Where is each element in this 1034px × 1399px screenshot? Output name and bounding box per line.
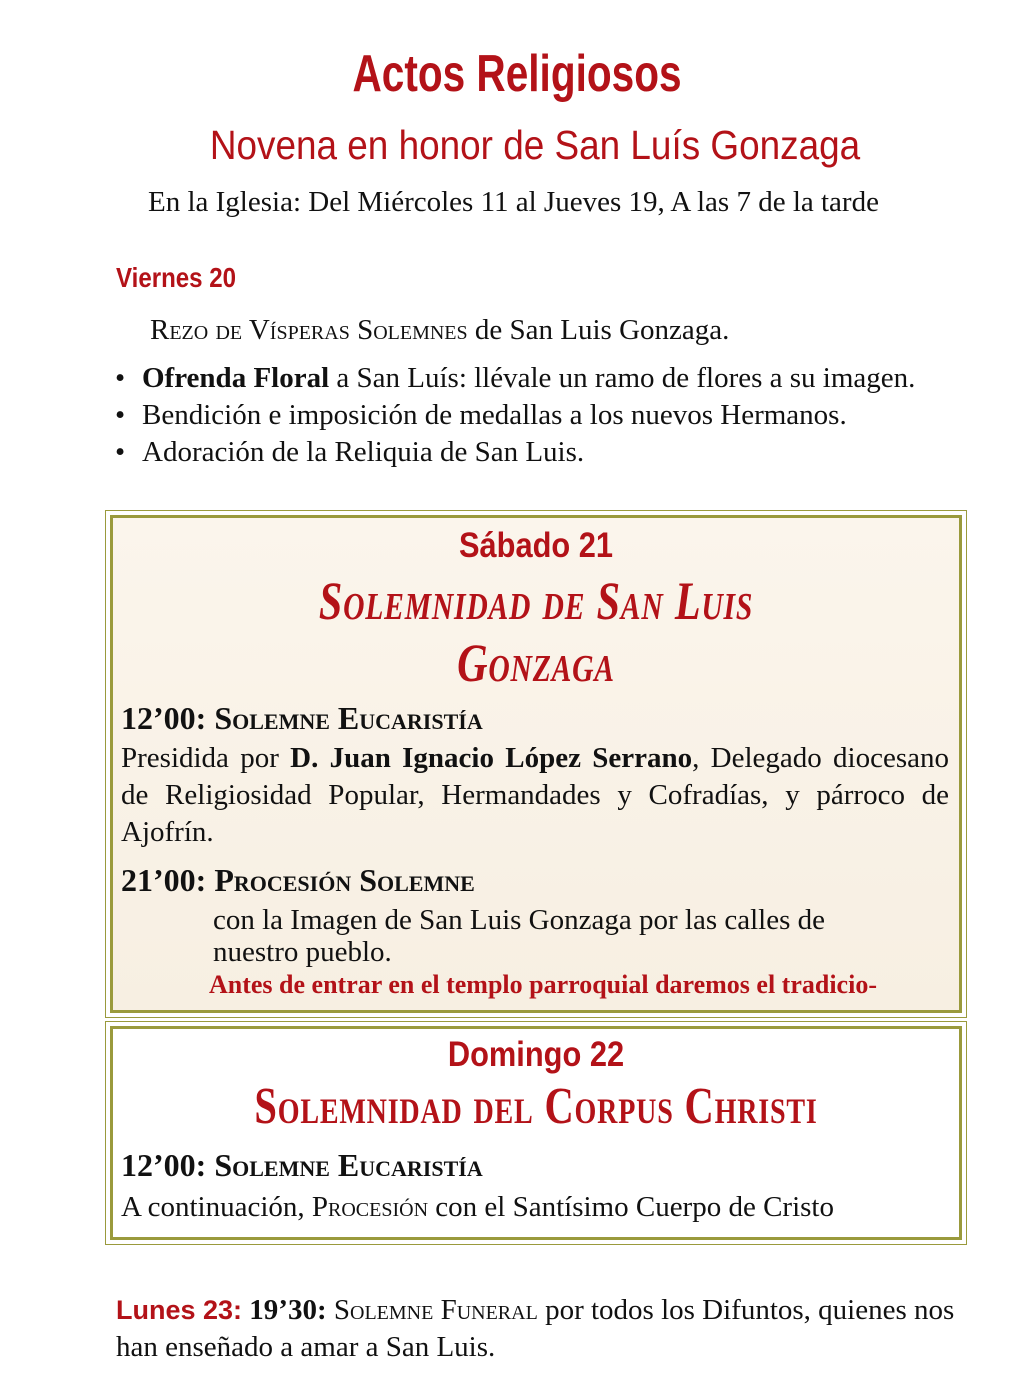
event-name: Solemne Eucaristía bbox=[214, 1147, 483, 1183]
domingo-box bbox=[110, 1026, 962, 1240]
domingo-event-text bbox=[121, 1189, 951, 1226]
event-name: Solemne Eucaristía bbox=[214, 700, 483, 736]
sabado-event1-text bbox=[121, 740, 949, 851]
bullet-bold: Ofrenda Floral bbox=[142, 362, 330, 394]
lunes-text: por todos los Difuntos, quienes nos han enseñado a amar a San Luis. bbox=[116, 1294, 955, 1363]
rezo-line bbox=[150, 314, 729, 347]
event-text: Presidida por bbox=[121, 742, 291, 774]
sabado-box bbox=[110, 515, 962, 1013]
domingo-event-heading bbox=[121, 1147, 483, 1184]
list-item bbox=[112, 397, 952, 433]
event-smallcaps: Procesión bbox=[311, 1191, 429, 1223]
viernes-bullet-list bbox=[112, 360, 952, 471]
event-text: con el Santísimo Cuerpo de Cristo bbox=[428, 1191, 834, 1223]
event-text: , Delegado diocesano de Religiosidad Popular, Hermandades y Cofradías, y párroco de Ajofrín. bbox=[121, 742, 949, 848]
bullet-icon: • bbox=[115, 399, 126, 431]
lunes-paragraph bbox=[116, 1292, 956, 1366]
event-text: A continuación, bbox=[121, 1191, 312, 1223]
lunes-label: Lunes 23: bbox=[116, 1295, 243, 1325]
lunes-time: 19’30: bbox=[242, 1294, 327, 1326]
domingo-heading: Domingo 22 bbox=[447, 1035, 625, 1074]
intro-text: En la Iglesia: Del Miércoles 11 al Jueves 19, A las 7 de la tarde bbox=[148, 186, 879, 218]
sabado-event2-heading bbox=[121, 862, 475, 899]
celebrant-name: D. Juan Ignacio López Serrano bbox=[290, 742, 693, 774]
bullet-text: a San Luís: llévale un ramo de flores a su imagen. bbox=[329, 362, 916, 394]
sabado-event1-heading bbox=[121, 700, 483, 737]
bullet-icon: • bbox=[115, 362, 126, 394]
list-item bbox=[112, 360, 952, 396]
list-item bbox=[112, 434, 952, 470]
domingo-title: Solemnidad del Corpus Christi bbox=[254, 1078, 818, 1135]
rezo-rest: de San Luis Gonzaga. bbox=[467, 314, 730, 346]
rezo-smallcaps: Rezo de Vísperas Solemnes bbox=[150, 314, 468, 346]
bullet-text: Adoración de la Reliquia de San Luis. bbox=[142, 436, 585, 468]
sabado-event2-text: con la Imagen de San Luis Gonzaga por las calles de nuestro pueblo. bbox=[213, 904, 826, 968]
event-name: Procesión Solemne bbox=[214, 862, 475, 898]
event-time: 21’00: bbox=[121, 862, 215, 898]
lunes-smallcaps: Solemne Funeral bbox=[326, 1294, 538, 1326]
bullet-icon: • bbox=[115, 436, 126, 468]
page-title: Actos Religiosos bbox=[352, 45, 682, 103]
sabado-title-line1: Solemnidad de San Luis bbox=[318, 571, 754, 631]
page-subtitle: Novena en honor de San Luís Gonzaga bbox=[209, 122, 861, 168]
bullet-text: Bendición e imposición de medallas a los nuevos Hermanos. bbox=[142, 399, 847, 431]
viernes-heading: Viernes 20 bbox=[116, 262, 237, 293]
event-time: 12’00: bbox=[121, 1147, 215, 1183]
event-time: 12’00: bbox=[121, 700, 215, 736]
sabado-note: Antes de entrar en el templo parroquial daremos el tradicio- bbox=[209, 970, 877, 999]
sabado-title-line2: Gonzaga bbox=[457, 633, 615, 693]
sabado-heading: Sábado 21 bbox=[458, 526, 614, 565]
